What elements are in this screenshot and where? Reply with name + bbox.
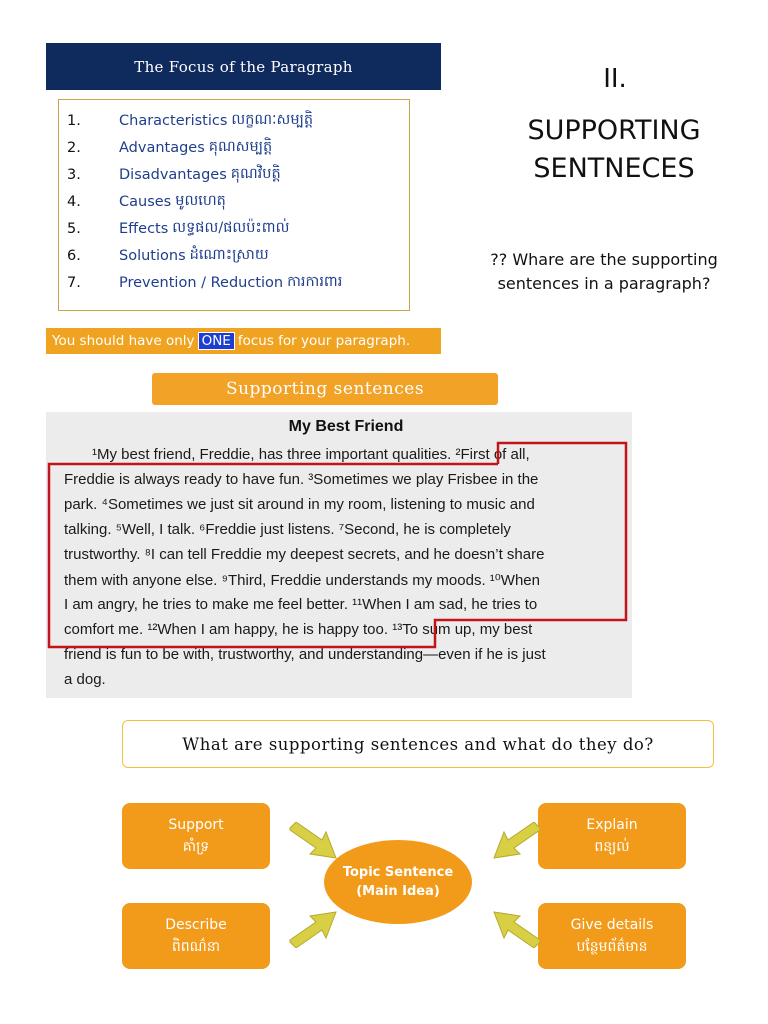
- focus-item-khmer: លទ្ធផល/ផលប៉ះពាល់: [172, 219, 290, 236]
- focus-item-khmer: គុណវិបត្តិ: [230, 165, 281, 182]
- explain-label: Explain: [586, 817, 638, 833]
- arrow-explain-icon: [490, 822, 542, 862]
- paragraph-line: friend is fun to be with, trustworthy, and understanding—even if he is just: [64, 646, 546, 663]
- section-title-line: SENTNECES: [533, 153, 695, 184]
- focus-item-khmer: ដំណោះស្រាយ: [189, 246, 269, 263]
- focus-item: [67, 162, 281, 188]
- focus-item: [67, 270, 342, 296]
- paragraph-line: talking. ⁵Well, I talk. ⁶Freddie just listens. ⁷Second, he is completely: [64, 521, 511, 538]
- focus-item-number: 4.: [67, 194, 81, 210]
- support-khmer: គាំទ្រ: [182, 839, 210, 855]
- paragraph-line: comfort me. ¹²When I am happy, he is happy too. ¹³To sum up, my best: [64, 621, 533, 638]
- paragraph-line: Freddie is always ready to have fun. ³Sometimes we play Frisbee in the: [64, 471, 539, 488]
- give-details-khmer: បន្ថែមព័ត៌មាន: [576, 939, 648, 955]
- topic-line: (Main Idea): [356, 884, 440, 899]
- paragraph-line: I am angry, he tries to make me feel better. ¹¹When I am sad, he tries to: [64, 596, 538, 613]
- topic-line: Topic Sentence: [342, 865, 454, 880]
- explain-box: [538, 803, 686, 869]
- focus-item-english: Prevention / Reduction: [119, 275, 284, 291]
- focus-item-english: Disadvantages: [119, 167, 227, 183]
- focus-item-khmer: ការការពារ: [287, 273, 343, 290]
- section-title-line: SUPPORTING: [527, 115, 701, 146]
- describe-label: Describe: [165, 917, 227, 933]
- focus-item: [67, 189, 226, 215]
- arrow-give-details-icon: [490, 908, 542, 948]
- explain-khmer: ពន្យល់: [594, 839, 630, 855]
- focus-item-khmer: លក្ខណៈសម្បត្តិ: [231, 111, 314, 128]
- arrow-describe-icon: [288, 908, 340, 948]
- focus-item-english: Advantages: [119, 140, 205, 156]
- question-line: ?? Whare are the supporting: [490, 250, 718, 269]
- focus-list: [58, 99, 410, 311]
- paragraph-line: a dog.: [64, 671, 106, 688]
- support-label: Support: [168, 817, 224, 833]
- give-details-box: [538, 903, 686, 969]
- diagram-question: What are supporting sentences and what do they do?: [122, 720, 714, 768]
- question-line: sentences in a paragraph?: [497, 274, 711, 293]
- paragraph-line: park. ⁴Sometimes we just sit around in my room, listening to music and: [64, 496, 535, 513]
- section-title: [498, 112, 730, 188]
- focus-item: [67, 216, 289, 242]
- focus-item-number: 6.: [67, 248, 81, 264]
- section-question: [448, 248, 760, 296]
- banner-text-after: focus for your paragraph.: [237, 333, 411, 349]
- focus-item-number: 5.: [67, 221, 81, 237]
- focus-item-english: Solutions: [119, 248, 186, 264]
- focus-item-khmer: គុណសម្បត្តិ: [208, 138, 273, 155]
- give-details-label: Give details: [570, 917, 654, 933]
- focus-item-english: Causes: [119, 194, 172, 210]
- one-focus-banner: [46, 328, 441, 354]
- paragraph-line: them with anyone else. ⁹Third, Freddie understands my moods. ¹⁰When: [64, 572, 540, 589]
- paragraph-title: My Best Friend: [288, 418, 404, 435]
- focus-item-number: 2.: [67, 140, 81, 156]
- paragraph-line: trustworthy. ⁸I can tell Freddie my deepest secrets, and he doesn’t share: [64, 546, 545, 563]
- paragraph-line: ¹My best friend, Freddie, has three important qualities. ²First of all,: [92, 446, 530, 463]
- arrow-support-icon: [288, 822, 340, 862]
- supporting-sentences-pill: Supporting sentences: [152, 373, 498, 405]
- focus-item: [67, 135, 272, 161]
- focus-item: [67, 243, 269, 269]
- focus-item: [67, 108, 313, 134]
- focus-item-english: Effects: [119, 221, 169, 237]
- describe-khmer: ពិពណ៌នា: [171, 939, 221, 955]
- focus-item-khmer: មូលហេតុ: [175, 192, 226, 209]
- focus-item-number: 3.: [67, 167, 81, 183]
- support-box: [122, 803, 270, 869]
- section-number: II.: [603, 64, 627, 94]
- supporting-sentences-outline: [46, 440, 632, 660]
- focus-item-english: Characteristics: [119, 113, 228, 129]
- focus-item-number: 1.: [67, 113, 81, 129]
- banner-text-before: You should have only: [52, 333, 195, 349]
- topic-sentence-ellipse: [324, 840, 472, 924]
- banner-highlight: ONE: [198, 332, 235, 350]
- focus-header: The Focus of the Paragraph: [46, 43, 441, 90]
- describe-box: [122, 903, 270, 969]
- focus-item-number: 7.: [67, 275, 81, 291]
